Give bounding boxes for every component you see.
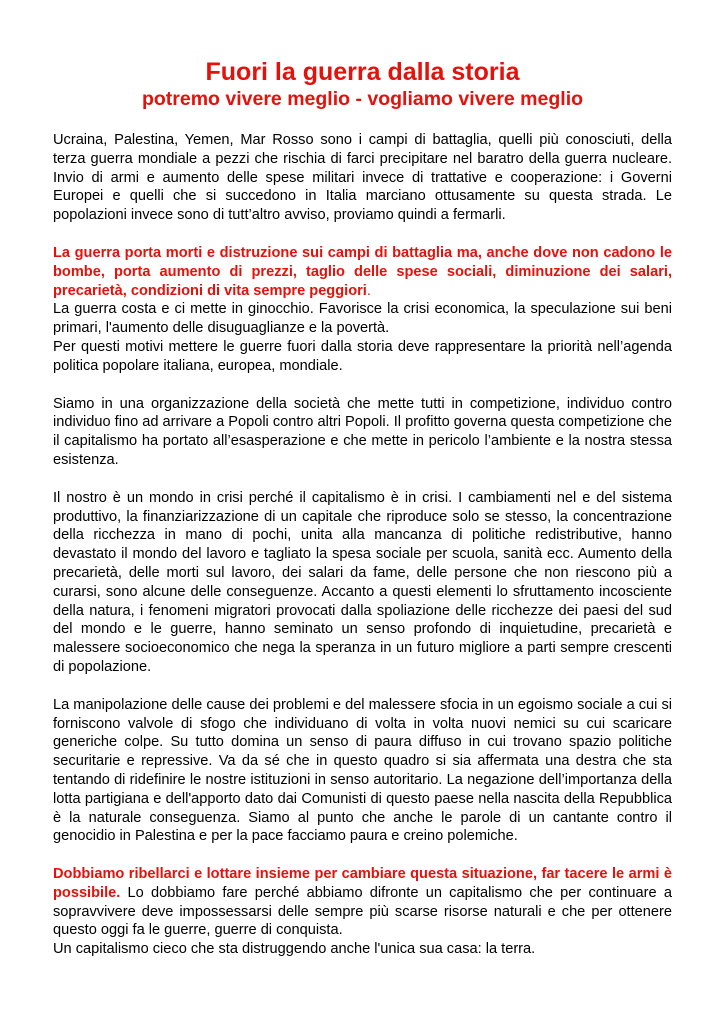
paragraph-war-costs <box>53 244 672 376</box>
paragraph-crisis: Il nostro è un mondo in crisi perché il capitalismo è in crisi. I cambiamenti nel e del sistema produttivo, la finanziarizzazione di un capitale che riproduce solo se stesso, la concentrazione della ricchezza in mano di pochi, unita alla mancanza di politiche redistributive, hanno devastato il mondo del lavoro e tagliato la spesa sociale per scuola, sanità ecc. Aumento della precarietà, delle morti sul lavoro, dei salari da fame, delle persone che non riescono più a curarsi, sono alcune delle conseguenze. Accanto a questi elementi lo sfruttamento incosciente della natura, i fenomeni migratori provocati dalla spoliazione delle ricchezze dei paesi del sud del mondo e le guerre, hanno seminato un senso profondo di inquietudine, precarietà e malessere socioeconomico che nega la speranza in un futuro migliore a parti sempre crescenti di popolazione. <box>53 489 672 675</box>
paragraph-manipulation: La manipolazione delle cause dei problemi e del malessere sfocia in un egoismo sociale a cui si forniscono valvole di sfogo che individuano di volta in volta nuovi nemici su cui scaricare generiche colpe. Su tutto domina un senso di paura diffuso in cui trovano spazio politiche securitarie e repressive. Va da sé che in questo quadro si sia affermata una destra che sta tentando di ridefinire le nostre istituzioni in senso autoritario. La negazione dell’importanza della lotta partigiana e dell'apporto dato dai Comunisti di questo paese nella nascita della Repubblica è la naturale conseguenza. Siamo al punto che anche le parole di un cantante contro il genocidio in Palestina e per la pace facciamo paura e creino polemiche. <box>53 696 672 845</box>
leaflet-page <box>53 57 672 978</box>
page-subtitle: potremo vivere meglio - vogliamo vivere meglio <box>141 88 584 110</box>
paragraph-call-to-action <box>53 865 672 959</box>
paragraph-war-costs-line-3: Per questi motivi mettere le guerre fuori dalla storia deve rappresentare la priorità nell’agenda politica popolare italiana, europea, mondiale. <box>53 338 672 374</box>
highlighted-statement-rebel: Dobbiamo ribellarci e lottare insieme per cambiare questa situazione, far tacere le armi è possibile. <box>53 866 672 901</box>
paragraph-competition: Siamo in una organizzazione della società che mette tutti in competizione, individuo contro individuo fino ad arrivare a Popoli contro altri Popoli. Il profitto governa questa competizione che il capitalismo ha portato all’esasperazione e che mette in pericolo l’ambiente e la nostra stessa esistenza. <box>53 395 672 468</box>
highlighted-statement-war: La guerra porta morti e distruzione sui campi di battaglia ma, anche dove non cadono le bombe, porta aumento di prezzi, taglio delle spese sociali, diminuzione dei salari, precarietà, condizioni di vita sempre peggiori <box>53 244 672 299</box>
paragraph-war-costs-line-2: La guerra costa e ci mette in ginocchio. Favorisce la crisi economica, la speculazione sui beni primari, l'aumento delle disuguaglianze e la povertà. <box>53 301 672 337</box>
paragraph-call-to-action-text: Lo dobbiamo fare perché abbiamo difronte un capitalismo che per continuare a sopravvivere deve impossessarsi delle sempre più scarse risorse naturali e che per ottenere questo oggi fa le guerre, guerre di conquista. <box>53 884 672 939</box>
highlighted-statement-period: . <box>366 282 371 299</box>
page-title: Fuori la guerra dalla storia <box>205 58 520 86</box>
paragraph-call-to-action-line-2: Un capitalismo cieco che sta distruggendo anche l'unica sua casa: la terra. <box>53 941 536 958</box>
paragraph-intro: Ucraina, Palestina, Yemen, Mar Rosso sono i campi di battaglia, quelli più conosciuti, della terza guerra mondiale a pezzi che rischia di farci precipitare nel baratro della guerra nucleare. Invio di armi e aumento delle spese militari invece di trattative e cooperazione: i Governi Europei e quelli che si succedono in Italia marciano ottusamente su questa strada. Le popolazioni invece sono di tutt’altro avviso, proviamo quindi a fermarli. <box>53 132 672 224</box>
